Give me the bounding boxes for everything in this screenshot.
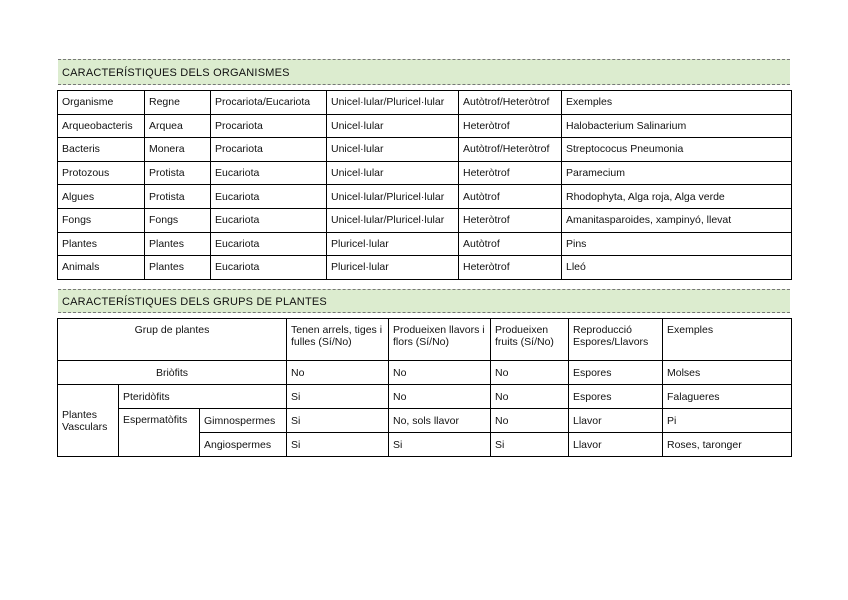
header-cell: Procariota/Eucariota bbox=[211, 91, 327, 115]
cell-reproduction: Espores bbox=[569, 361, 663, 385]
table-cell: Procariota bbox=[211, 138, 327, 162]
table-row bbox=[58, 385, 792, 409]
header-roots: Tenen arrels, tiges i fulles (Sí/No) bbox=[287, 319, 389, 361]
table-cell: Pluricel·lular bbox=[327, 232, 459, 256]
cell-roots: No bbox=[287, 361, 389, 385]
plantes-table bbox=[57, 318, 792, 457]
table-cell: Protista bbox=[145, 185, 211, 209]
table-cell: Eucariota bbox=[211, 161, 327, 185]
cell-examples: Molses bbox=[663, 361, 792, 385]
table-header-row bbox=[58, 319, 792, 361]
cell-examples: Falagueres bbox=[663, 385, 792, 409]
cell-fruits: No bbox=[491, 409, 569, 433]
section-title-plantes: CARACTERÍSTIQUES DELS GRUPS DE PLANTES bbox=[58, 289, 790, 313]
header-examples: Exemples bbox=[663, 319, 792, 361]
table-row bbox=[58, 256, 792, 280]
header-group: Grup de plantes bbox=[58, 319, 287, 361]
table-cell: Animals bbox=[58, 256, 145, 280]
table-cell: Paramecium bbox=[562, 161, 792, 185]
group-name: Pteridòfits bbox=[119, 385, 287, 409]
table-cell: Unicel·lular bbox=[327, 161, 459, 185]
table-cell: Pluricel·lular bbox=[327, 256, 459, 280]
table-cell: Algues bbox=[58, 185, 145, 209]
header-reproduction: Reproducció Espores/Llavors bbox=[569, 319, 663, 361]
table-cell: Unicel·lular/Pluricel·lular bbox=[327, 185, 459, 209]
table-row bbox=[58, 161, 792, 185]
table-cell: Procariota bbox=[211, 114, 327, 138]
cell-flowers: Si bbox=[389, 433, 491, 457]
cell-flowers: No, sols llavor bbox=[389, 409, 491, 433]
cell-roots: Si bbox=[287, 433, 389, 457]
table-cell: Plantes bbox=[58, 232, 145, 256]
cell-reproduction: Llavor bbox=[569, 409, 663, 433]
group-name: Angiospermes bbox=[200, 433, 287, 457]
cell-flowers: No bbox=[389, 385, 491, 409]
cell-reproduction: Llavor bbox=[569, 433, 663, 457]
table-row bbox=[58, 185, 792, 209]
header-cell: Unicel·lular/Pluricel·lular bbox=[327, 91, 459, 115]
table-row bbox=[58, 138, 792, 162]
header-cell: Organisme bbox=[58, 91, 145, 115]
table-cell: Eucariota bbox=[211, 185, 327, 209]
table-row bbox=[58, 361, 792, 385]
table-cell: Autòtrof bbox=[459, 185, 562, 209]
table-cell: Arquea bbox=[145, 114, 211, 138]
table-cell: Fongs bbox=[58, 208, 145, 232]
table-cell: Rhodophyta, Alga roja, Alga verde bbox=[562, 185, 792, 209]
table-cell: Lleó bbox=[562, 256, 792, 280]
table-cell: Protozous bbox=[58, 161, 145, 185]
header-cell: Exemples bbox=[562, 91, 792, 115]
table-cell: Plantes bbox=[145, 256, 211, 280]
table-header-row bbox=[58, 91, 792, 115]
table-cell: Eucariota bbox=[211, 256, 327, 280]
header-cell: Regne bbox=[145, 91, 211, 115]
group-name: Gimnospermes bbox=[200, 409, 287, 433]
group-name: Briòfits bbox=[58, 361, 287, 385]
table-cell: Eucariota bbox=[211, 208, 327, 232]
cell-reproduction: Espores bbox=[569, 385, 663, 409]
table-cell: Unicel·lular/Pluricel·lular bbox=[327, 208, 459, 232]
table-cell: Bacteris bbox=[58, 138, 145, 162]
table-cell: Unicel·lular bbox=[327, 114, 459, 138]
cell-examples: Pi bbox=[663, 409, 792, 433]
table-cell: Fongs bbox=[145, 208, 211, 232]
table-cell: Monera bbox=[145, 138, 211, 162]
organismes-table bbox=[57, 90, 792, 280]
table-cell: Pins bbox=[562, 232, 792, 256]
cell-roots: Si bbox=[287, 385, 389, 409]
table-cell: Heteròtrof bbox=[459, 114, 562, 138]
table-cell: Amanitasparoides, xampinyó, llevat bbox=[562, 208, 792, 232]
table-cell: Arqueobacteris bbox=[58, 114, 145, 138]
table-cell: Eucariota bbox=[211, 232, 327, 256]
header-fruits: Produeixen fruits (Sí/No) bbox=[491, 319, 569, 361]
table-cell: Halobacterium Salinarium bbox=[562, 114, 792, 138]
table-cell: Streptococus Pneumonia bbox=[562, 138, 792, 162]
table-cell: Plantes bbox=[145, 232, 211, 256]
cell-flowers: No bbox=[389, 361, 491, 385]
cell-fruits: No bbox=[491, 385, 569, 409]
cell-examples: Roses, taronger bbox=[663, 433, 792, 457]
table-cell: Unicel·lular bbox=[327, 138, 459, 162]
table-cell: Autòtrof/Heteròtrof bbox=[459, 138, 562, 162]
vasculars-label: Plantes Vasculars bbox=[58, 385, 119, 457]
cell-fruits: No bbox=[491, 361, 569, 385]
table-cell: Heteròtrof bbox=[459, 208, 562, 232]
cell-roots: Si bbox=[287, 409, 389, 433]
table-row bbox=[58, 409, 792, 433]
header-cell: Autòtrof/Heteròtrof bbox=[459, 91, 562, 115]
table-cell: Heteròtrof bbox=[459, 161, 562, 185]
cell-fruits: Si bbox=[491, 433, 569, 457]
table-cell: Protista bbox=[145, 161, 211, 185]
table-row bbox=[58, 232, 792, 256]
header-flowers: Produeixen llavors i flors (Sí/No) bbox=[389, 319, 491, 361]
table-cell: Autòtrof bbox=[459, 232, 562, 256]
section-title-organismes: CARACTERÍSTIQUES DELS ORGANISMES bbox=[58, 59, 790, 85]
table-row bbox=[58, 208, 792, 232]
table-row bbox=[58, 114, 792, 138]
table-cell: Heteròtrof bbox=[459, 256, 562, 280]
espermatofits-label: Espermatòfits bbox=[119, 409, 200, 457]
